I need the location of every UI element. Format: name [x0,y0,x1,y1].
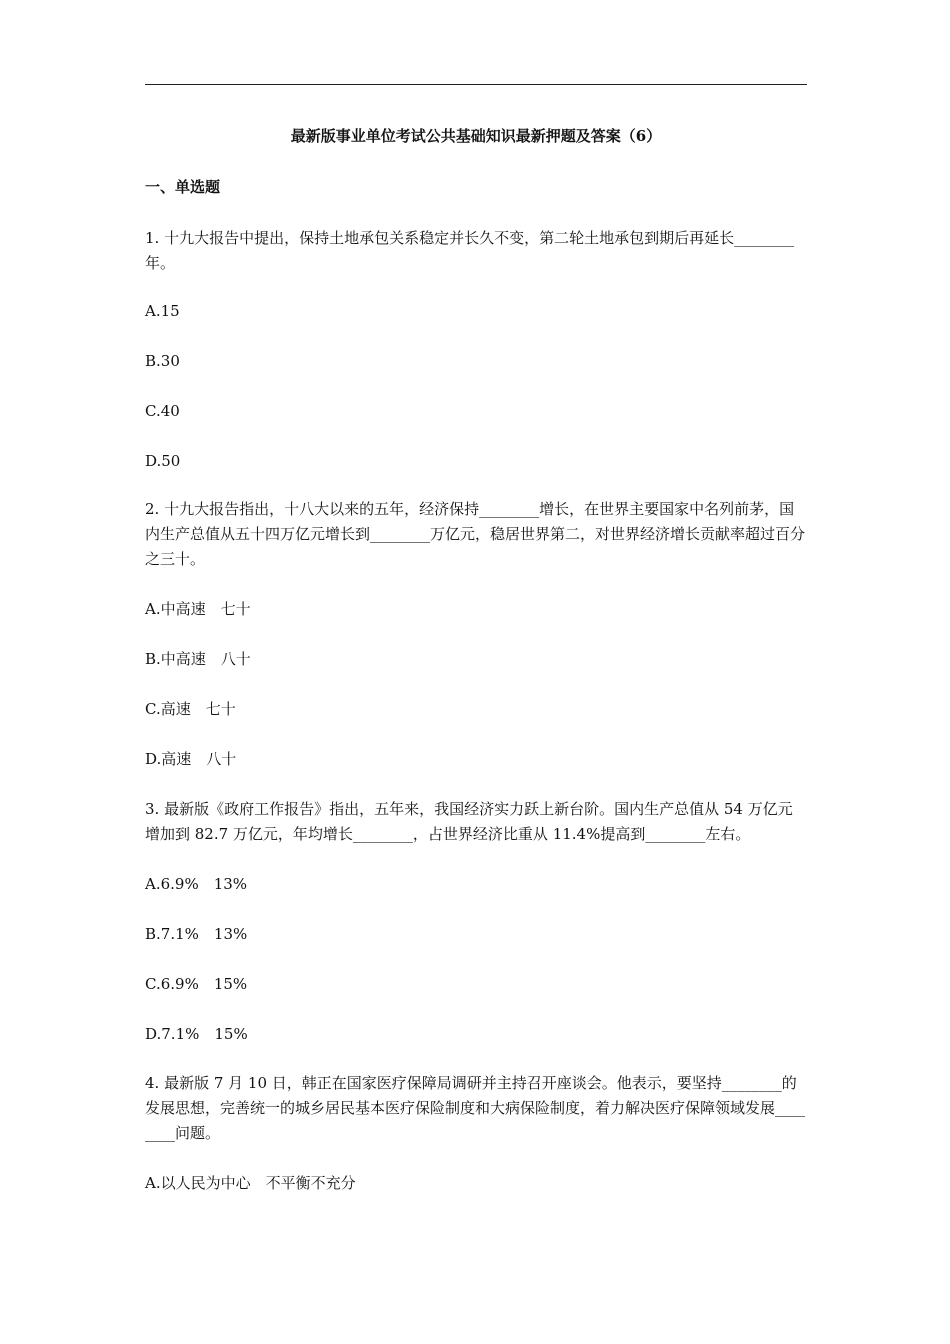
question-2-stem: 2. 十九大报告指出，十八大以来的五年，经济保持________增长，在世界主要国家中名列前茅，国内生产总值从五十四万亿元增长到________万亿元，稳居世界第二，对世界经济增长贡献率超过百分之三十。 [145,500,806,568]
question-3-stem: 3. 最新版《政府工作报告》指出，五年来，我国经济实力跃上新台阶。国内生产总值从 54 万亿元增加到 82.7 万亿元，年均增长________，占世界经济比重从 11.4%提高到________左右。 [145,800,793,843]
question-2-option-c: C.高速 七十 [145,700,236,718]
question-4-stem: 4. 最新版 7 月 10 日，韩正在国家医疗保障局调研并主持召开座谈会。他表示，要坚持________的发展思想，完善统一的城乡居民基本医疗保险制度和大病保险制度，着力解决医疗保障领域发展________问题。 [145,1074,806,1142]
question-2-option-a: A.中高速 七十 [145,600,251,618]
question-3-option-b: B.7.1% 13% [145,925,248,943]
question-1-option-d: D.50 [145,452,181,470]
header-rule [145,84,807,85]
question-3-option-a: A.6.9% 13% [145,875,248,893]
section-heading: 一、单选题 [145,178,221,196]
question-3-option-d: D.7.1% 15% [145,1025,248,1043]
question-3-option-c: C.6.9% 15% [145,975,248,993]
question-1-option-b: B.30 [145,352,180,370]
question-1-option-a: A.15 [145,302,180,320]
question-1-stem: 1. 十九大报告中提出，保持土地承包关系稳定并长久不变，第二轮土地承包到期后再延长________年。 [145,229,795,272]
question-2-option-b: B.中高速 八十 [145,650,251,668]
document-title: 最新版事业单位考试公共基础知识最新押题及答案（6） [290,127,662,145]
question-2-option-d: D.高速 八十 [145,750,237,768]
question-4-option-a: A.以人民为中心 不平衡不充分 [145,1174,356,1192]
question-1-option-c: C.40 [145,402,180,420]
